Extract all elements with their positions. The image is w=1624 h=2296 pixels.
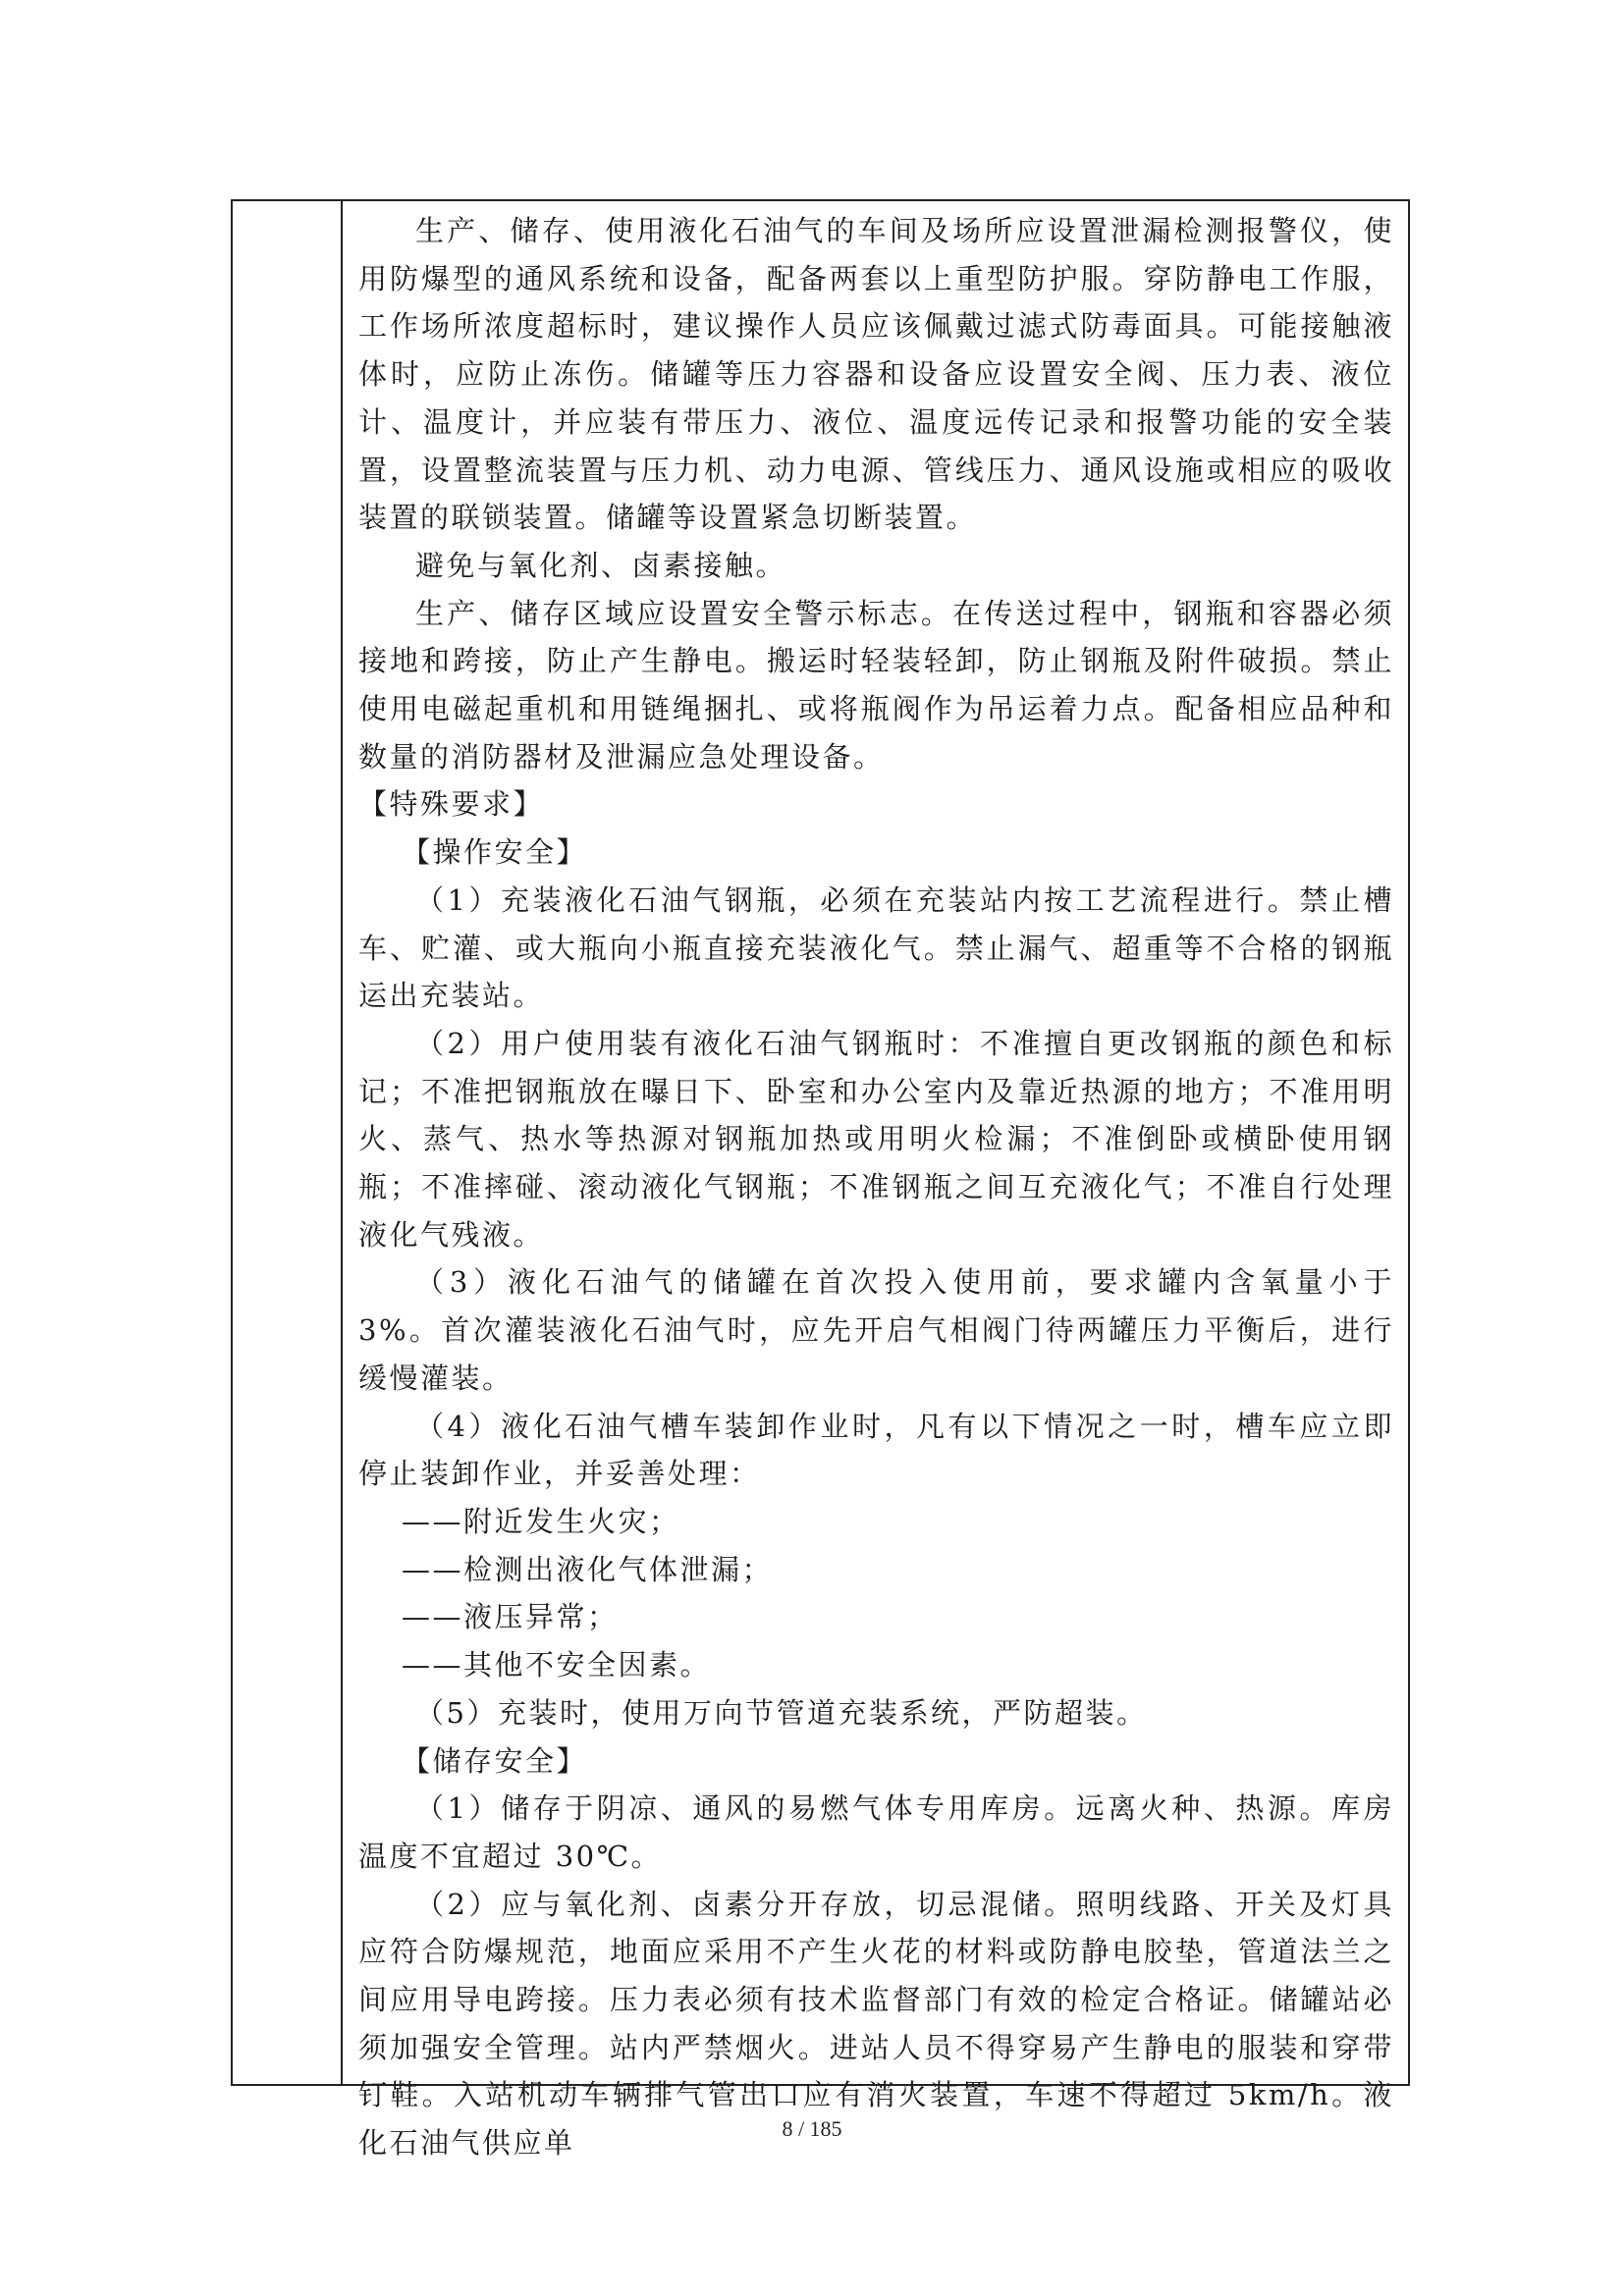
paragraph: 避免与氧化剂、卤素接触。 [415, 548, 787, 582]
paragraph: 生产、储存、使用液化石油气的车间及场所应设置泄漏检测报警仪，使用防爆型的通风系统和设备，配备两套以上重型防护服。穿防静电工作服，工作场所浓度超标时，建议操作人员应该佩戴过滤式防毒面具。可能接触液体时，应防止冻伤。储罐等压力容器和设备应设置安全阀、压力表、液位计、温度计，并应装有带压力、液位、温度远传记录和报警功能的安全装置，设置整流装置与压力机、动力电源、管线压力、通风设施或相应的吸收装置的联锁装置。储罐等设置紧急切断装置。 [358, 214, 1394, 535]
paragraph: 【操作安全】 [402, 835, 588, 870]
paragraph: （5）充装时，使用万向节管道充装系统，严防超装。 [415, 1695, 1148, 1730]
paragraph: （2）应与氧化剂、卤素分开存放，切忌混储。照明线路、开关及灯具应符合防爆规范，地面应采用不产生火花的材料或防静电胶垫，管道法兰之间应用导电跨接。压力表必须有技术监督部门有效的检定合格证。储罐站必须加强安全管理。站内严禁烟火。进站人员不得穿易产生静电的服装和穿带钉鞋。入站机动车辆排气管出口应有消火装置，车速不得超过 5km/h。液化石油气供应单 [358, 1887, 1394, 2161]
paragraph: （2）用户使用装有液化石油气钢瓶时：不准擅自更改钢瓶的颜色和标记；不准把钢瓶放在曝日下、卧室和办公室内及靠近热源的地方；不准用明火、蒸气、热水等热源对钢瓶加热或用明火检漏；不准倒卧或横卧使用钢瓶；不准摔碰、滚动液化气钢瓶；不准钢瓶之间互充液化气；不准自行处理液化气残液。 [358, 1026, 1394, 1252]
paragraph: 【特殊要求】 [358, 787, 545, 822]
paragraph: 【储存安全】 [402, 1743, 588, 1778]
paragraph: （4）液化石油气槽车装卸作业时，凡有以下情况之一时，槽车应立即停止装卸作业，并妥善处理： [358, 1409, 1394, 1491]
paragraph: （3）液化石油气的储罐在首次投入使用前，要求罐内含氧量小于 3%。首次灌装液化石油气时，应先开启气相阀门待两罐压力平衡后，进行缓慢灌装。 [358, 1265, 1394, 1395]
page-number: 8 / 185 [782, 2116, 842, 2141]
paragraph: ——检测出液化气体泄漏； [402, 1552, 774, 1586]
paragraph: 生产、储存区域应设置安全警示标志。在传送过程中，钢瓶和容器必须接地和跨接，防止产生静电。搬运时轻装轻卸，防止钢瓶及附件破损。禁止使用电磁起重机和用链绳捆扎、或将瓶阀作为吊运着力点。配备相应品种和数量的消防器材及泄漏应急处理设备。 [358, 596, 1394, 774]
column-divider [341, 201, 343, 2084]
paragraph: （1）储存于阴凉、通风的易燃气体专用库房。远离火种、热源。库房温度不宜超过 30℃。 [358, 1791, 1394, 1873]
paragraph: ——附近发生火灾； [402, 1504, 680, 1538]
paragraph: ——液压异常； [402, 1600, 619, 1634]
table-content-cell [358, 207, 1394, 2167]
paragraph: （1）充装液化石油气钢瓶，必须在充装站内按工艺流程进行。禁止槽车、贮灌、或大瓶向小瓶直接充装液化气。禁止漏气、超重等不合格的钢瓶运出充装站。 [358, 882, 1394, 1013]
paragraph: ——其他不安全因素。 [402, 1648, 712, 1682]
